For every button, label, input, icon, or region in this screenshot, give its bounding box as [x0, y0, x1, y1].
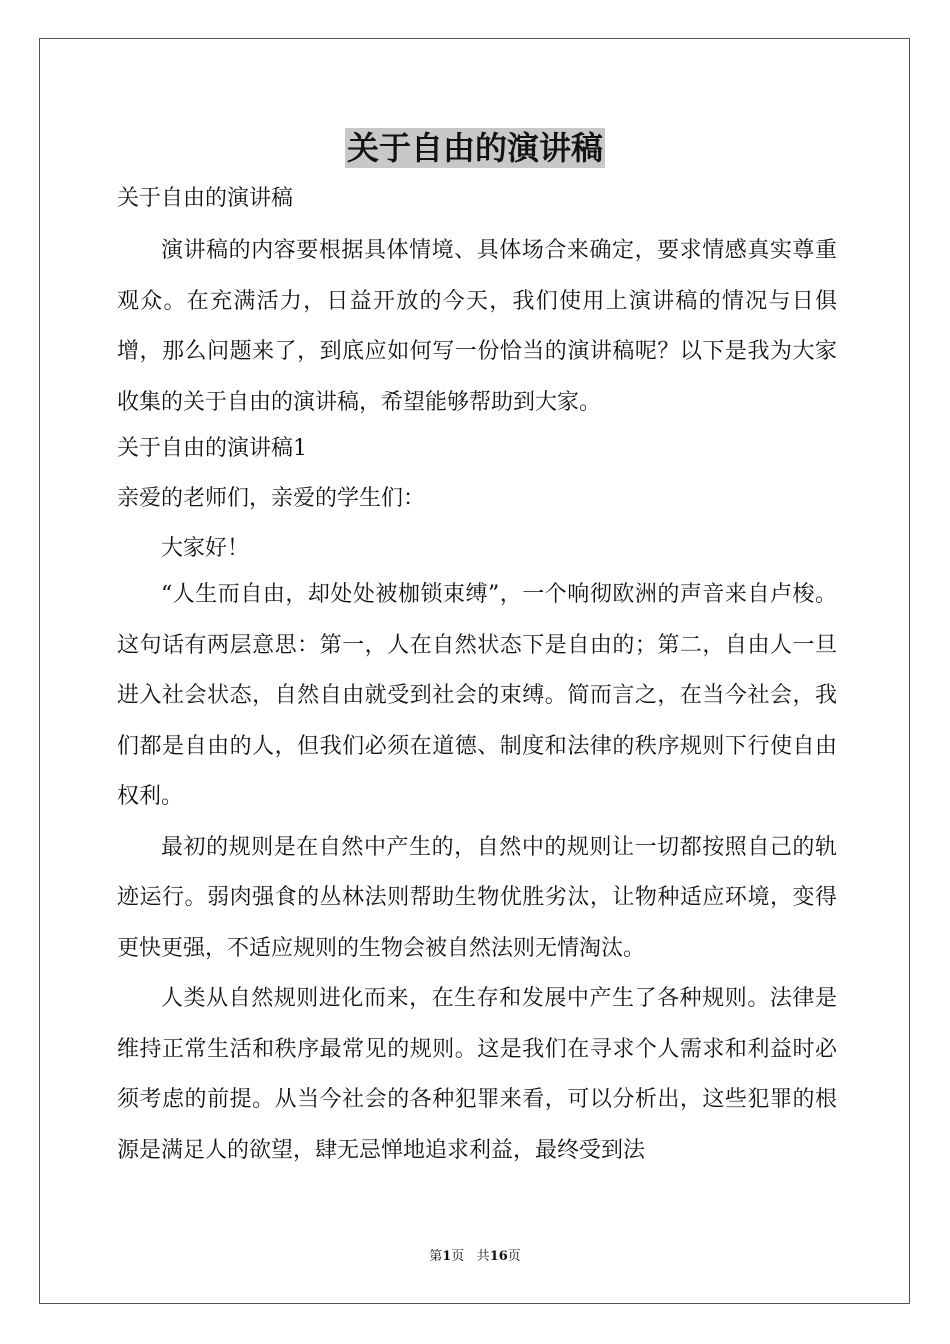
greeting: 大家好！ [161, 536, 250, 561]
body-paragraph: “人生而自由，却处处被枷锁束缚”，一个响彻欧洲的声音来自卢梭。这句话有两层意思：第一，人在自然状态下是自由的；第二，自由人一旦进入社会状态，自然自由就受到社会的束缚。简而言之，在当今社会，我们都是自由的人，但我们必须在道德、制度和法律的秩序规则下行使自由权利。 [117, 582, 837, 809]
title-container [0, 128, 950, 168]
document-title: 关于自由的演讲稿 [346, 129, 603, 167]
page-footer [0, 1248, 950, 1266]
intro-paragraph: 演讲稿的内容要根据具体情境、具体场合来确定，要求情感真实尊重观众。在充满活力，日益开放的今天，我们使用上演讲稿的情况与日俱增，那么问题来了，到底应如何写一份恰当的演讲稿呢？以下是我为大家收集的关于自由的演讲稿，希望能够帮助到大家。 [117, 238, 837, 415]
footer-page-number: 1 [442, 1249, 452, 1264]
footer-page-suffix: 页 [451, 1249, 465, 1264]
body-paragraph: 人类从自然规则进化而来，在生存和发展中产生了各种规则。法律是维持正常生活和秩序最常见的规则。这是我们在寻求个人需求和利益时必须考虑的前提。从当今社会的各种犯罪来看，可以分析出，这些犯罪的根源是满足人的欲望，肆无忌惮地追求利益，最终受到法 [117, 986, 837, 1163]
subtitle: 关于自由的演讲稿 [117, 186, 294, 211]
document-body [117, 184, 837, 1176]
footer-total-prefix: 共 [476, 1249, 490, 1264]
section-heading: 关于自由的演讲稿1 [117, 436, 307, 461]
footer-total-suffix: 页 [507, 1249, 521, 1264]
salutation: 亲爱的老师们，亲爱的学生们： [117, 486, 426, 511]
footer-total-number: 16 [489, 1249, 508, 1264]
body-paragraph: 最初的规则是在自然中产生的，自然中的规则让一切都按照自己的轨迹运行。弱肉强食的丛林法则帮助生物优胜劣汰，让物种适应环境，变得更快更强，不适应规则的生物会被自然法则无情淘汰。 [117, 834, 837, 961]
footer-page-prefix: 第 [429, 1249, 443, 1264]
